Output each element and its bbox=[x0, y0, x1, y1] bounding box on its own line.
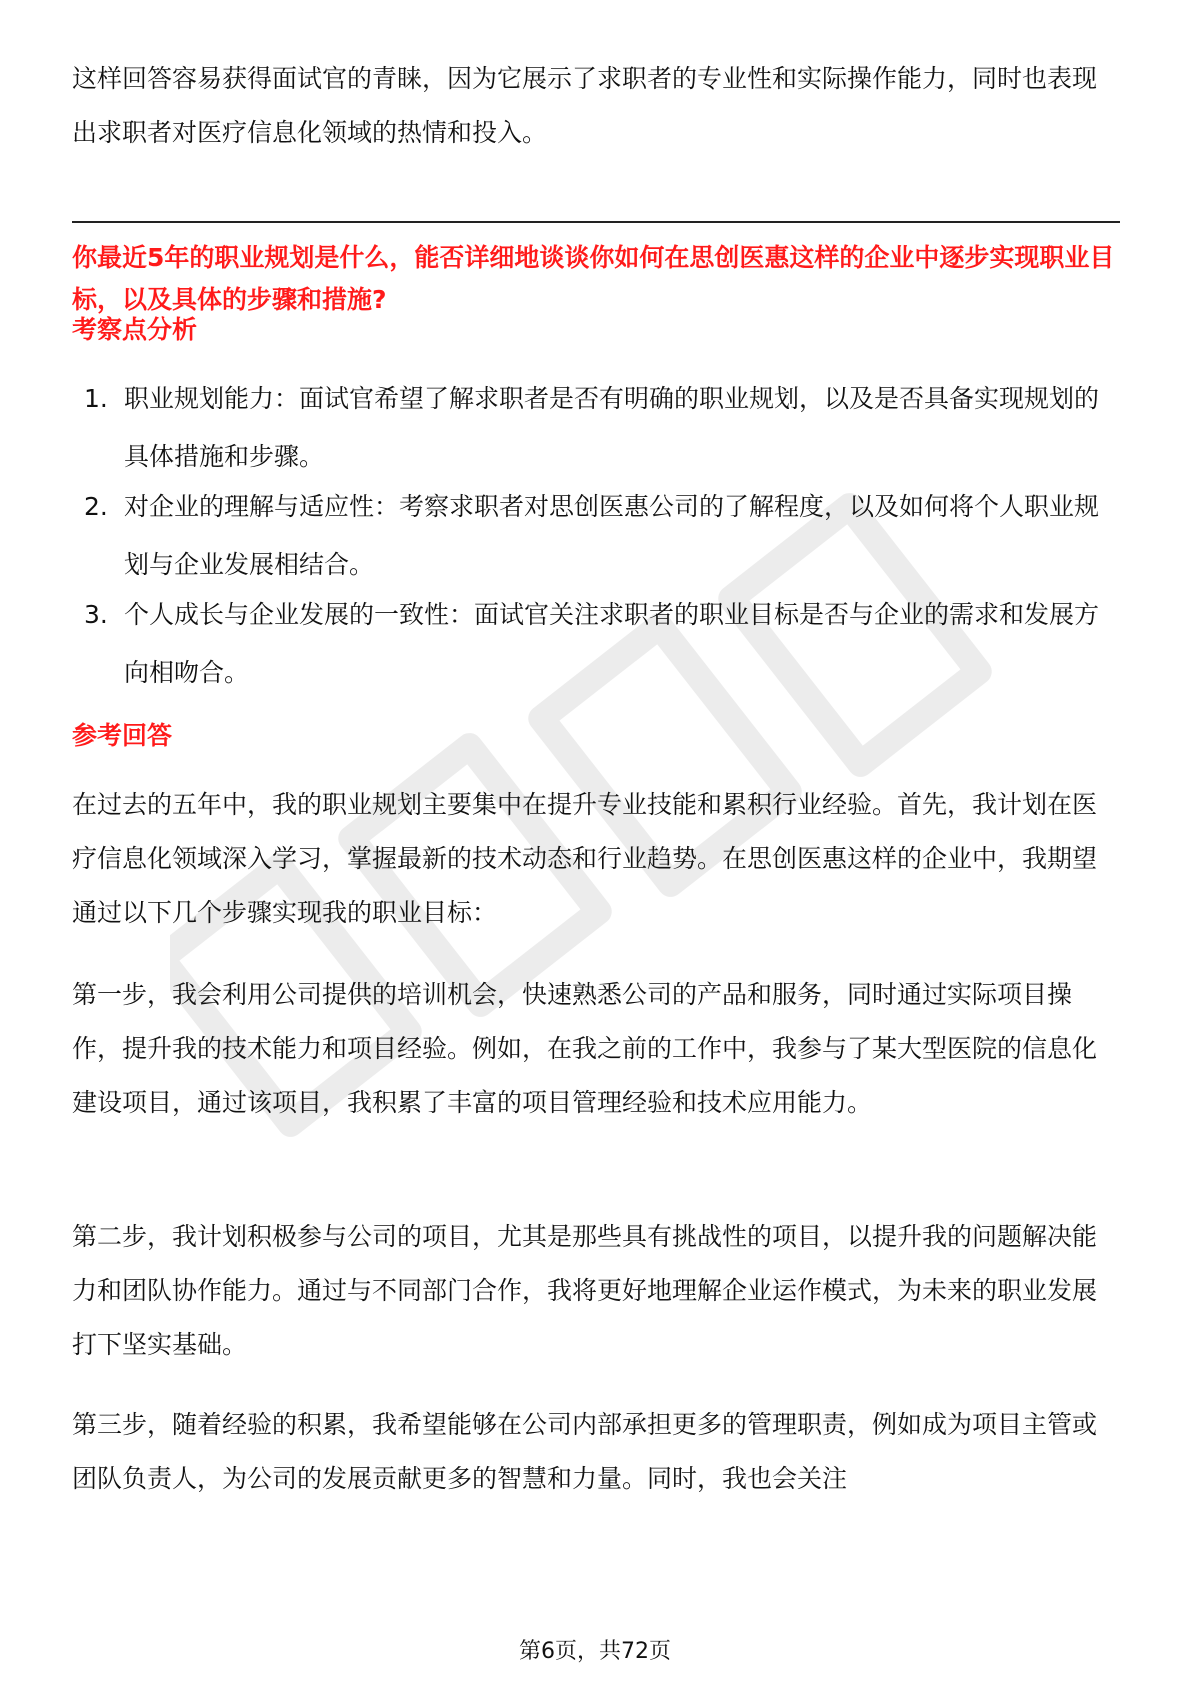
page-number: 第6页，共72页 bbox=[519, 1639, 671, 1664]
analysis-item-text: 对企业的理解与适应性：考察求职者对思创医惠公司的了解程度，以及如何将个人职业规划与企业发展相结合。 bbox=[124, 492, 1100, 579]
answer-paragraph: 第一步，我会利用公司提供的培训机会，快速熟悉公司的产品和服务，同时通过实际项目操作，提升我的技术能力和项目经验。例如，在我之前的工作中，我参与了某大型医院的信息化建设项目，通过该项目，我积累了丰富的项目管理经验和技术应用能力。 bbox=[72, 980, 1098, 1117]
interview-question: 你最近5年的职业规划是什么，能否详细地谈谈你如何在思创医惠这样的企业中逐步实现职业目标，以及具体的步骤和措施? bbox=[72, 243, 1115, 314]
analysis-item-text: 职业规划能力：面试官希望了解求职者是否有明确的职业规划，以及是否具备实现规划的具体措施和步骤。 bbox=[124, 384, 1100, 471]
analysis-item bbox=[84, 586, 1120, 702]
answer-paragraph: 第二步，我计划积极参与公司的项目，尤其是那些具有挑战性的项目，以提升我的问题解决能力和团队协作能力。通过与不同部门合作，我将更好地理解企业运作模式，为未来的职业发展打下坚实基础。 bbox=[72, 1222, 1098, 1359]
analysis-item bbox=[84, 370, 1120, 486]
analysis-heading: 考察点分析 bbox=[72, 315, 198, 344]
analysis-item-number: 2. bbox=[84, 492, 108, 521]
analysis-item-number: 3. bbox=[84, 600, 108, 629]
analysis-item-text: 个人成长与企业发展的一致性：面试官关注求职者的职业目标是否与企业的需求和发展方向相吻合。 bbox=[124, 600, 1100, 687]
analysis-item bbox=[84, 478, 1120, 594]
answer-heading: 参考回答 bbox=[72, 721, 173, 750]
answer-paragraph: 在过去的五年中，我的职业规划主要集中在提升专业技能和累积行业经验。首先，我计划在医疗信息化领域深入学习，掌握最新的技术动态和行业趋势。在思创医惠这样的企业中，我期望通过以下几个步骤实现我的职业目标： bbox=[72, 790, 1098, 927]
intro-paragraph: 这样回答容易获得面试官的青睐，因为它展示了求职者的专业性和实际操作能力，同时也表现出求职者对医疗信息化领域的热情和投入。 bbox=[72, 64, 1098, 147]
analysis-item-number: 1. bbox=[84, 384, 108, 413]
answer-paragraph: 第三步，随着经验的积累，我希望能够在公司内部承担更多的管理职责，例如成为项目主管或团队负责人，为公司的发展贡献更多的智慧和力量。同时，我也会关注 bbox=[72, 1410, 1098, 1493]
section-divider bbox=[72, 221, 1120, 223]
